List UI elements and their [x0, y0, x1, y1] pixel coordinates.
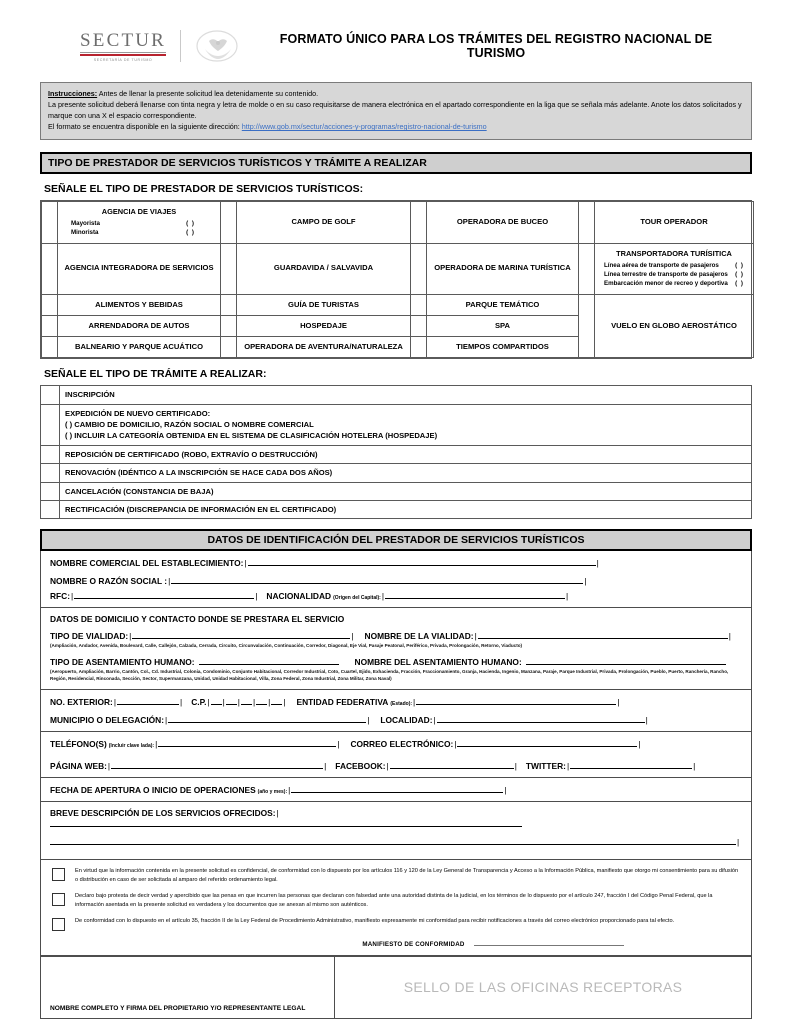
table-row: [41, 404, 752, 445]
tramite-expedicion-opt-2[interactable]: ( ) INCLUIR LA CATEGORÍA OBTENIDA EN EL SISTEMA DE CLASIFICACIÓN HOTELERA (HOSPEDAJE): [65, 431, 438, 441]
label-nacionalidad: NACIONALIDAD: [266, 591, 332, 602]
signature-label: NOMBRE COMPLETO Y FIRMA DEL PROPIETARIO Y/O REPRESENTANTE LEGAL: [50, 1004, 306, 1012]
field-nombre-comercial: NOMBRE COMERCIAL DEL ESTABLECIMIENTO: | |: [50, 558, 599, 569]
row-contacto: [41, 732, 751, 778]
label-tipo-asentamiento: TIPO DE ASENTAMIENTO HUMANO:: [50, 657, 195, 668]
checkbox-cell-vuelo-globo[interactable]: [579, 294, 595, 358]
label-rfc: RFC:: [50, 591, 71, 602]
field-fecha-apertura: FECHA DE APERTURA O INICIO DE OPERACIONES (año y mes): | |: [50, 785, 507, 796]
input-cp[interactable]: | | | | | |: [207, 697, 286, 708]
instructions-line-2: La presente solicitud deberá llenarse con tinta negra y letra de molde o en su caso requisitarse de manera electrónica en el apartado correspondiente en la liga que se señala más adelante. Anote los datos solicitados y marque con una X el espacio correspondiente.: [48, 100, 742, 121]
signature-table: [40, 956, 752, 1019]
checkbox-cell-agencia-viajes[interactable]: [42, 201, 58, 243]
subhead-prestador: SEÑALE EL TIPO DE PRESTADOR DE SERVICIOS TURÍSTICOS:: [44, 182, 364, 195]
category-transportadora-turistica: [595, 243, 754, 294]
field-municipio-localidad: MUNICIPIO O DELEGACIÓN: | | LOCALIDAD: | |: [50, 715, 648, 726]
mexico-eagle-icon: [195, 29, 239, 63]
label-entidad-federativa: ENTIDAD FEDERATIVA: [296, 697, 389, 708]
sectur-wordmark: [80, 31, 166, 62]
input-localidad[interactable]: [437, 714, 645, 723]
label-nombre-comercial: NOMBRE COMERCIAL DEL ESTABLECIMIENTO:: [50, 558, 244, 569]
option-minorista-label: Minorista: [71, 228, 99, 236]
input-correo[interactable]: [457, 738, 637, 747]
checkbox-cell-alimentos-bebidas[interactable]: [42, 294, 58, 315]
category-operadora-aventura: OPERADORA DE AVENTURA/NATURALEZA: [237, 337, 411, 358]
manifiesto-signature-line[interactable]: [474, 938, 624, 946]
category-agencia-integradora: AGENCIA INTEGRADORA DE SERVICIOS: [58, 243, 221, 294]
input-nacionalidad[interactable]: [385, 590, 565, 599]
category-hospedaje: HOSPEDAJE: [237, 315, 411, 336]
option-minorista[interactable]: [61, 229, 217, 238]
option-linea-aerea-label: Línea aérea de transporte de pasajeros: [604, 261, 719, 269]
table-row: [41, 464, 752, 482]
category-tiempos-compartidos: TIEMPOS COMPARTIDOS: [427, 337, 579, 358]
label-nombre-vialidad: NOMBRE DE LA VIALIDAD:: [364, 631, 474, 642]
input-nombre-vialidad[interactable]: [478, 630, 728, 639]
field-asentamiento: [50, 656, 742, 667]
input-razon-social[interactable]: [171, 575, 583, 584]
input-facebook[interactable]: [390, 760, 514, 769]
section-banner-tipo-prestador: TIPO DE PRESTADOR DE SERVICIOS TURÍSTICOS Y TRÁMITE A REALIZAR: [40, 152, 752, 174]
checkbox-confidencialidad[interactable]: [52, 868, 65, 881]
label-fecha-apertura: FECHA DE APERTURA O INICIO DE OPERACIONES: [50, 785, 256, 796]
page-header: [40, 22, 752, 70]
option-linea-aerea[interactable]: [598, 262, 750, 271]
lead-domicilio: DATOS DE DOMICILIO Y CONTACTO DONDE SE PRESTARA EL SERVICIO: [50, 614, 345, 625]
option-linea-terrestre-label: Línea terrestre de transporte de pasajeros: [604, 270, 728, 278]
category-alimentos-y-bebidas: ALIMENTOS Y BEBIDAS: [58, 294, 221, 315]
field-vialidad: TIPO DE VIALIDAD: | | NOMBRE DE LA VIALIDAD: | |: [50, 631, 731, 642]
row-fecha-apertura: [41, 778, 751, 802]
label-localidad: LOCALIDAD:: [380, 715, 433, 726]
option-linea-terrestre[interactable]: [598, 271, 750, 280]
category-agencia-de-viajes: [58, 201, 221, 243]
input-breve-descripcion-1[interactable]: [50, 818, 522, 827]
checkbox-notificaciones-correo[interactable]: [52, 918, 65, 931]
option-mayorista-label: Mayorista: [71, 219, 100, 227]
input-twitter[interactable]: [570, 760, 692, 769]
instructions-line-3: El formato se encuentra disponible en la siguiente dirección:: [48, 122, 242, 132]
table-row: [41, 445, 752, 463]
table-row: [41, 386, 752, 404]
checkbox-cell-operadora-marina[interactable]: [411, 243, 427, 294]
declaration-item: [50, 867, 742, 885]
signature-cell[interactable]: [41, 956, 335, 1018]
label-pagina-web: PÁGINA WEB:: [50, 761, 107, 772]
field-breve-descripcion: BREVE DESCRIPCIÓN DE LOS SERVICIOS OFRECIDOS: |: [50, 808, 742, 827]
row-breve-descripcion: [41, 802, 751, 859]
formato-link[interactable]: http://www.gob.mx/sectur/acciones-y-programas/registro-nacional-de-turismo: [241, 122, 487, 132]
label-agencia-de-viajes: AGENCIA DE VIAJES: [101, 206, 177, 216]
hint-fecha-apertura: (año y mes):: [257, 789, 288, 796]
option-embarcacion-menor-label: Embarcación menor de recreo y deportiva: [604, 279, 728, 287]
label-cp: C.P.: [191, 697, 207, 708]
checkbox-cell-arrendadora-autos[interactable]: [42, 315, 58, 336]
label-facebook: FACEBOOK:: [335, 761, 386, 772]
table-row: [41, 482, 752, 500]
label-nombre-asentamiento: NOMBRE DEL ASENTAMIENTO HUMANO:: [354, 657, 522, 668]
input-breve-descripcion-2[interactable]: [50, 836, 736, 845]
table-row: [41, 501, 752, 519]
input-pagina-web[interactable]: [111, 760, 323, 769]
declaration-text-protesta: Declaro bajo protesta de decir verdad y apercibido que las penas en que incurren las personas que declaran con falsedad ante una autoridad distinta de la judicial, en los términos de lo dispuesto por el artículo 247, fracción I del Código Penal Federal, que la información asentada en la presente solicitud es verdadera y los documentos que se anexan al mismo son auténticos.: [75, 892, 713, 908]
sectur-subtitle: SECRETARÍA DE TURISMO: [93, 57, 153, 62]
input-no-exterior[interactable]: [117, 696, 179, 705]
field-razon-social: NOMBRE O RAZÓN SOCIAL : | |: [50, 576, 587, 587]
row-identificacion: [41, 551, 751, 608]
checkbox-cell-reposicion[interactable]: [41, 445, 60, 463]
category-tour-operador: TOUR OPERADOR: [595, 201, 754, 243]
declarations-box: [40, 860, 752, 956]
label-twitter: TWITTER:: [525, 761, 566, 772]
checkbox-cell-balneario[interactable]: [42, 337, 58, 358]
row-domicilio: [41, 608, 751, 690]
option-mayorista[interactable]: [61, 220, 217, 229]
category-operadora-de-buceo: OPERADORA DE BUCEO: [427, 201, 579, 243]
checkbox-cell-rectificacion[interactable]: [41, 501, 60, 519]
sectur-logo: [40, 29, 250, 63]
checkbox-cell-cancelacion[interactable]: [41, 482, 60, 500]
option-embarcacion-menor[interactable]: [598, 280, 750, 289]
label-breve-descripcion: BREVE DESCRIPCIÓN DE LOS SERVICIOS OFRECIDOS:: [50, 808, 276, 819]
hint-asentamiento-list: (Aeropuerto, Ampliación, Barrio, Cantón, Col., Cd. Industrial, Colonia, Condominio, Conjunto Habitacional, Corredor Industrial, Coto, Cuartel, Ejido, Exhacienda, Fracción, Fraccionamiento, Granja, Hacienda, Ingenio, Manzana, Paraje, Parque Industrial, Privada, Prolongación, Pueblo, Puerto, Ranchería, Rancho, Región, Residencial, Rinconada, Sección, Sector, Supermanzana, Unidad, Unidad Habitacional, Villa, Zona Federal, Zona Industrial, Zona Militar, Zona Naval): [50, 669, 729, 682]
category-parque-tematico: PARQUE TEMÁTICO: [427, 294, 579, 315]
option-linea-aerea-box[interactable]: ( ): [735, 261, 744, 269]
tramite-cancelacion: CANCELACIÓN (CONSTANCIA DE BAJA): [60, 482, 752, 500]
field-telefono-correo: TELÉFONO(S) (Incluir clave lada): | | CORREO ELECTRÓNICO: | |: [50, 739, 641, 750]
label-correo: CORREO ELECTRÓNICO:: [350, 739, 454, 750]
checkbox-cell-guia-turistas[interactable]: [221, 294, 237, 315]
checkbox-cell-campo-de-golf[interactable]: [221, 201, 237, 243]
subhead-tramite: SEÑALE EL TIPO DE TRÁMITE A REALIZAR:: [44, 368, 267, 381]
instructions-box: [40, 82, 752, 140]
label-razon-social: NOMBRE O RAZÓN SOCIAL :: [50, 576, 168, 587]
provider-type-grid: [40, 200, 752, 360]
checkbox-cell-transportadora[interactable]: [579, 243, 595, 294]
checkbox-cell-tour-operador[interactable]: [579, 201, 595, 243]
category-spa: SPA: [427, 315, 579, 336]
field-exterior-cp-entidad: NO. EXTERIOR: | | C.P. | | | | | | ENTIDAD FEDERATIVA (Estado): | |: [50, 697, 620, 708]
sectur-word: SECTUR: [80, 29, 167, 51]
tramite-inscripcion: INSCRIPCIÓN: [60, 386, 752, 404]
declaration-text-notificaciones: De conformidad con lo dispuesto en el artículo 35, fracción II de la Ley Federal de Procedimiento Administrativo, manifiesto expresamente mi conformidad para recibir notificaciones a través del correo electrónico proporcionado para tal efecto.: [75, 917, 675, 924]
field-breve-descripcion-cont: |: [50, 836, 742, 847]
checkbox-cell-operadora-aventura[interactable]: [221, 337, 237, 358]
input-nombre-asentamiento[interactable]: [526, 656, 726, 665]
manifiesto-conformidad: [50, 933, 742, 951]
option-mayorista-box[interactable]: ( ): [186, 219, 195, 227]
checkbox-cell-parque-tematico[interactable]: [411, 294, 427, 315]
input-tipo-vialidad[interactable]: [132, 630, 350, 639]
checkbox-cell-agencia-integradora[interactable]: [42, 243, 58, 294]
manifiesto-label: MANIFIESTO DE CONFORMIDAD: [362, 940, 465, 948]
hint-entidad-federativa: (Estado):: [390, 701, 413, 708]
category-campo-de-golf: CAMPO DE GOLF: [237, 201, 411, 243]
sectur-rules: [80, 52, 166, 56]
label-tipo-vialidad: TIPO DE VIALIDAD:: [50, 631, 129, 642]
declaration-text-confidencialidad: En virtud que la información contenida en la presente solicitud es confidencial, de conformidad con lo dispuesto por los artículos 116 y 120 de la Ley General de Transparencia y Acceso a la Información Pública, manifiesto que otorgo mi consentimiento para su difusión o distribución en caso de ser solicitada al amparo del referido ordenamiento legal.: [75, 868, 739, 883]
input-telefonos[interactable]: [158, 738, 336, 747]
option-minorista-box[interactable]: ( ): [186, 228, 195, 236]
option-embarcacion-menor-box[interactable]: ( ): [735, 279, 744, 287]
hint-nacionalidad: (Origen del Capital):: [333, 595, 381, 602]
field-web-social: PÁGINA WEB: | | FACEBOOK: | | TWITTER: | |: [50, 761, 696, 772]
declaration-item: [50, 917, 742, 931]
label-no-exterior: NO. EXTERIOR:: [50, 697, 113, 708]
input-municipio[interactable]: [168, 714, 366, 723]
category-arrendadora-de-autos: ARRENDADORA DE AUTOS: [58, 315, 221, 336]
instructions-label: Instrucciones:: [48, 89, 98, 98]
instructions-line-1: Antes de llenar la presente solicitud lea detenidamente su contenido.: [97, 89, 319, 98]
sello-cell: [335, 956, 752, 1018]
input-tipo-asentamiento[interactable]: [199, 656, 339, 665]
tramite-renovacion: RENOVACIÓN (IDÉNTICO A LA INSCRIPCIÓN SE HACE CADA DOS AÑOS): [60, 464, 752, 482]
category-balneario-parque-acuatico: BALNEARIO Y PARQUE ACUÁTICO: [58, 337, 221, 358]
checkbox-cell-operadora-buceo[interactable]: [411, 201, 427, 243]
input-fecha-apertura[interactable]: [291, 784, 503, 793]
checkbox-cell-tiempos-compartidos[interactable]: [411, 337, 427, 358]
checkbox-protesta-decir-verdad[interactable]: [52, 893, 65, 906]
checkbox-cell-expedicion[interactable]: [41, 404, 60, 445]
checkbox-cell-inscripcion[interactable]: [41, 386, 60, 404]
category-vuelo-en-globo: VUELO EN GLOBO AEROSTÁTICO: [595, 294, 754, 358]
row-numero-cp-entidad: [41, 690, 751, 732]
tramite-expedicion-opt-1[interactable]: ( ) CAMBIO DE DOMICILIO, RAZÓN SOCIAL O NOMBRE COMERCIAL: [65, 420, 314, 430]
hint-vialidad-list: (Ampliación, Andador, Avenida, Boulevard, Calle, Callejón, Calzada, Cerrada, Circuito, Circunvalación, Continuación, Corredor, Diagonal, Eje Vial, Pasaje Peatonal, Periférico, Privada, Prolongación, Retorno, Viaducto): [50, 643, 523, 649]
logo-divider: [180, 30, 181, 62]
checkbox-cell-guardavida[interactable]: [221, 243, 237, 294]
category-guia-de-turistas: GUÍA DE TURISTAS: [237, 294, 411, 315]
field-rfc-nacionalidad: RFC: | | NACIONALIDAD (Origen del Capital): | |: [50, 591, 569, 602]
tramite-table: [40, 385, 752, 519]
option-linea-terrestre-box[interactable]: ( ): [735, 270, 744, 278]
checkbox-cell-hospedaje[interactable]: [221, 315, 237, 336]
page-title: FORMATO ÚNICO PARA LOS TRÁMITES DEL REGISTRO NACIONAL DE TURISMO: [279, 32, 713, 60]
tramite-expedicion-title: EXPEDICIÓN DE NUEVO CERTIFICADO:: [65, 408, 211, 418]
sello-label: SELLO DE LAS OFICINAS RECEPTORAS: [403, 979, 683, 996]
checkbox-cell-spa[interactable]: [411, 315, 427, 336]
table-row: [41, 956, 752, 1018]
tramite-expedicion: [60, 404, 752, 445]
declaration-item: [50, 892, 742, 910]
label-transportadora-turistica: TRANSPORTADORA TURÍSITICA: [616, 248, 732, 258]
label-telefonos: TELÉFONO(S): [50, 739, 107, 750]
tramite-reposicion: REPOSICIÓN DE CERTIFICADO (ROBO, EXTRAVÍO O DESTRUCCIÓN): [60, 445, 752, 463]
label-municipio: MUNICIPIO O DELEGACIÓN:: [50, 715, 164, 726]
checkbox-cell-renovacion[interactable]: [41, 464, 60, 482]
category-operadora-marina: OPERADORA DE MARINA TURÍSTICA: [427, 243, 579, 294]
datos-identificacion-box: [40, 551, 752, 860]
tramite-rectificacion: RECTIFICACIÓN (DISCREPANCIA DE INFORMACIÓN EN EL CERTIFICADO): [60, 501, 752, 519]
input-rfc[interactable]: [74, 590, 254, 599]
hint-telefonos: (Incluir clave lada):: [108, 743, 155, 750]
category-guardavida: GUARDAVIDA / SALVAVIDA: [237, 243, 411, 294]
section-banner-datos-identificacion: DATOS DE IDENTIFICACIÓN DEL PRESTADOR DE SERVICIOS TURÍSTICOS: [40, 529, 752, 551]
input-entidad-federativa[interactable]: [416, 696, 616, 705]
input-nombre-comercial[interactable]: [248, 557, 596, 566]
